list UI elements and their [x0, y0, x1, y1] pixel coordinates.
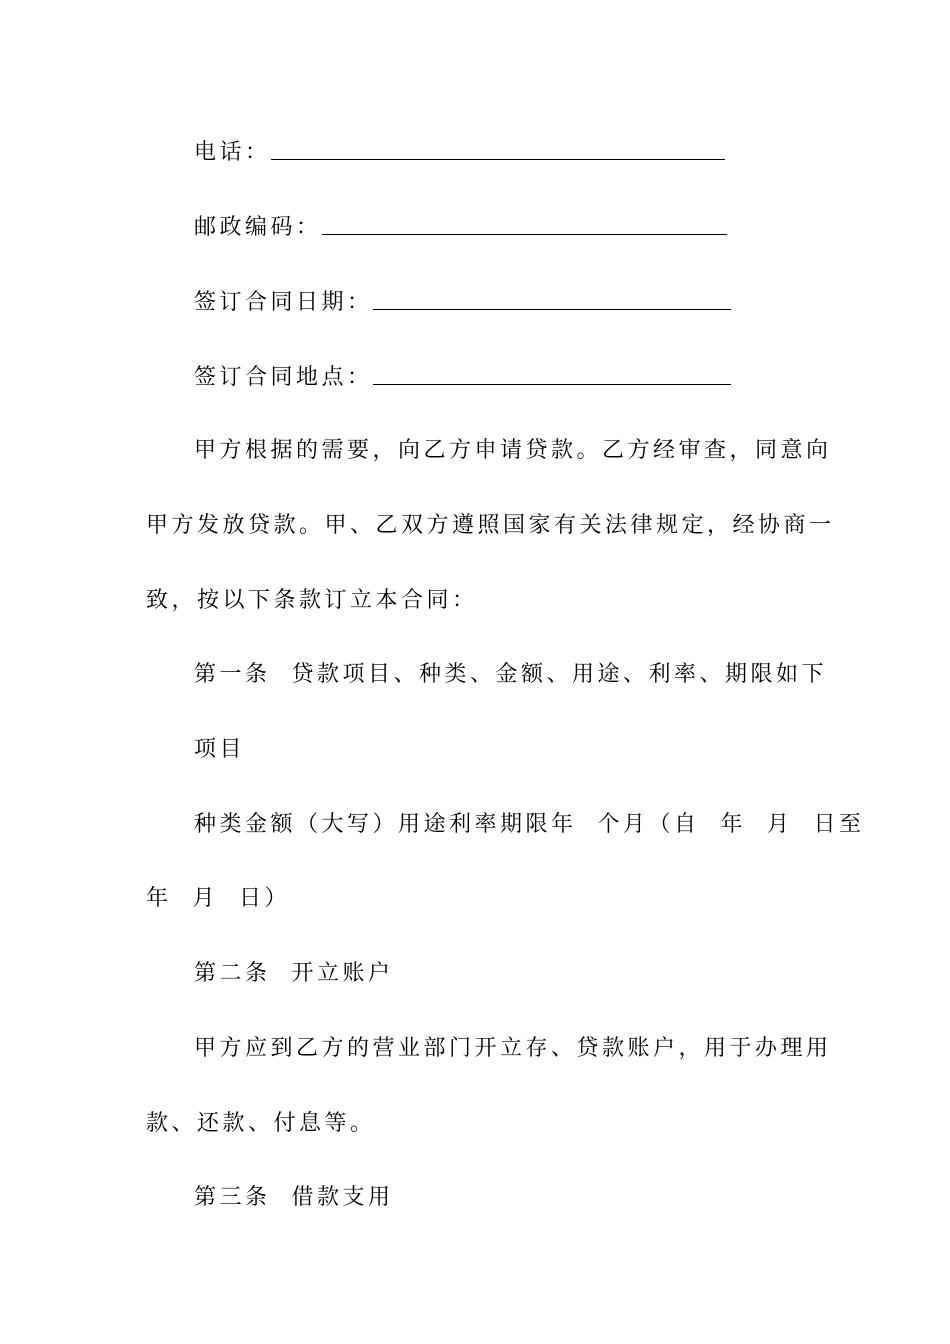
sign-place-label: 签订合同地点：	[194, 365, 373, 390]
postal-code-label: 邮政编码：	[194, 215, 322, 240]
paragraph-line: 致，按以下条款订立本合同：	[146, 588, 478, 613]
phone-label: 电话：	[194, 140, 271, 165]
sign-place-blank	[373, 384, 731, 385]
postal-code-field	[194, 213, 727, 243]
article-1-item: 项目	[194, 737, 246, 762]
sign-date-label: 签订合同日期：	[194, 290, 373, 315]
postal-code-blank	[322, 234, 727, 235]
article-2-title: 第二条 开立账户	[194, 961, 394, 986]
phone-field	[194, 138, 725, 168]
phone-blank	[271, 159, 725, 160]
article-1-detail: 年 月 日）	[146, 886, 290, 911]
article-1-title: 第一条 贷款项目、种类、金额、用途、利率、期限如下	[194, 662, 827, 687]
sign-date-blank	[373, 309, 731, 310]
paragraph-line: 甲方根据的需要，向乙方申请贷款。乙方经审查，同意向	[194, 438, 832, 463]
article-3-title: 第三条 借款支用	[194, 1185, 394, 1210]
paragraph-line: 款、还款、付息等。	[146, 1111, 376, 1136]
sign-date-field	[194, 288, 731, 318]
paragraph-line: 甲方发放贷款。甲、乙双方遵照国家有关法律规定，经协商一	[146, 513, 835, 538]
sign-place-field	[194, 363, 731, 393]
paragraph-line: 甲方应到乙方的营业部门开立存、贷款账户，用于办理用	[194, 1036, 832, 1061]
article-1-detail: 种类金额（大写）用途利率期限年 个月（自 年 月 日至	[194, 812, 865, 837]
